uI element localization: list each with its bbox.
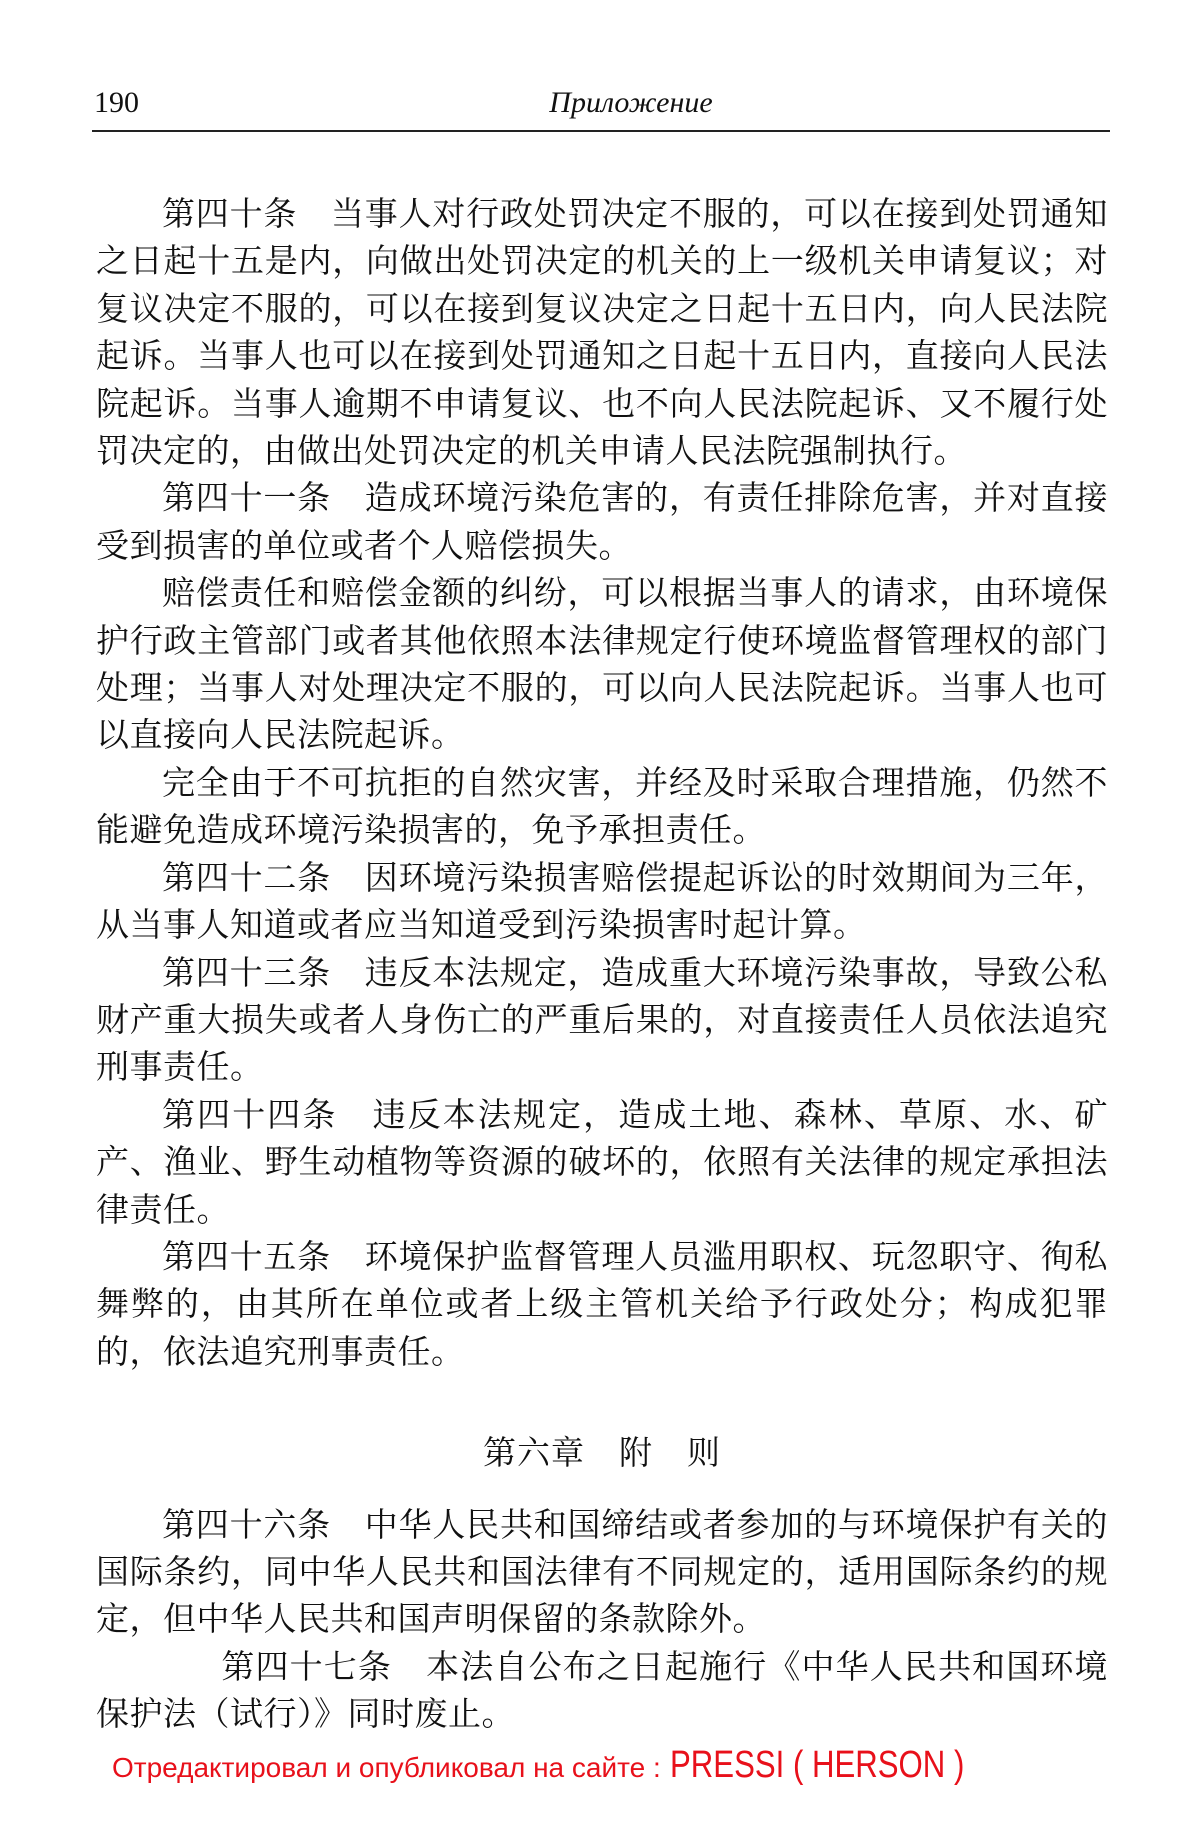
body-text: [96, 190, 1108, 1738]
article-43: 第四十三条 违反本法规定，造成重大环境污染事故，导致公私财产重大损失或者人身伤亡的严重后果的，对直接责任人员依法追究刑事责任。: [96, 952, 1108, 1087]
running-title: Приложение: [549, 86, 713, 119]
article-40: 第四十条 当事人对行政处罚决定不服的，可以在接到处罚通知之日起十五是内，向做出处罚决定的机关的上一级机关申请复议；对复议决定不服的，可以在接到复议决定之日起十五日内，向人民法院起诉。当事人也可以在接到处罚通知之日起十五日内，直接向人民法院起诉。当事人逾期不申请复议、也不向人民法院起诉、又不履行处罚决定的，由做出处罚决定的机关申请人民法院强制执行。: [96, 194, 1108, 471]
article-44: 第四十四条 违反本法规定，造成土地、森林、草原、水、矿产、渔业、野生动植物等资源的破坏的，依照有关法律的规定承担法律责任。: [96, 1094, 1108, 1229]
article-41: 第四十一条 造成环境污染危害的，有责任排除危害，并对直接受到损害的单位或者个人赔偿损失。: [96, 478, 1108, 565]
chapter-heading: 第六章 附 则: [483, 1433, 721, 1473]
article-41-force-majeure: 完全由于不可抗拒的自然灾害，并经及时采取合理措施，仍然不能避免造成环境污染损害的，免予承担责任。: [96, 762, 1108, 850]
article-47: 第四十七条 本法自公布之日起施行《中华人民共和国环境保护法（试行）》同时废止。: [96, 1646, 1108, 1734]
article-41-compensation-dispute: 赔偿责任和赔偿金额的纠纷，可以根据当事人的请求，由环境保护行政主管部门或者其他依照本法律规定行使环境监督管理权的部门处理；当事人对处理决定不服的，可以向人民法院起诉。当事人也可以直接向人民法院起诉。: [96, 573, 1108, 755]
credit-text: Отредактировал и опубликовал на сайте :: [112, 1752, 661, 1783]
article-46: 第四十六条 中华人民共和国缔结或者参加的与环境保护有关的国际条约，同中华人民共和国法律有不同规定的，适用国际条约的规定，但中华人民共和国声明保留的条款除外。: [96, 1504, 1108, 1639]
article-42: 第四十二条 因环境污染损害赔偿提起诉讼的时效期间为三年，从当事人知道或者应当知道受到污染损害时起计算。: [96, 857, 1108, 945]
publisher-credit: [112, 1744, 1029, 1787]
page-number: 190: [94, 86, 139, 119]
page-header: [92, 80, 1110, 132]
article-45: 第四十五条 环境保护监督管理人员滥用职权、玩忽职守、徇私舞弊的，由其所在单位或者上级主管机关给予行政处分；构成犯罪的，依法追究刑事责任。: [96, 1236, 1108, 1371]
credit-site-name: PRESSI ( HERSON ): [669, 1744, 965, 1786]
